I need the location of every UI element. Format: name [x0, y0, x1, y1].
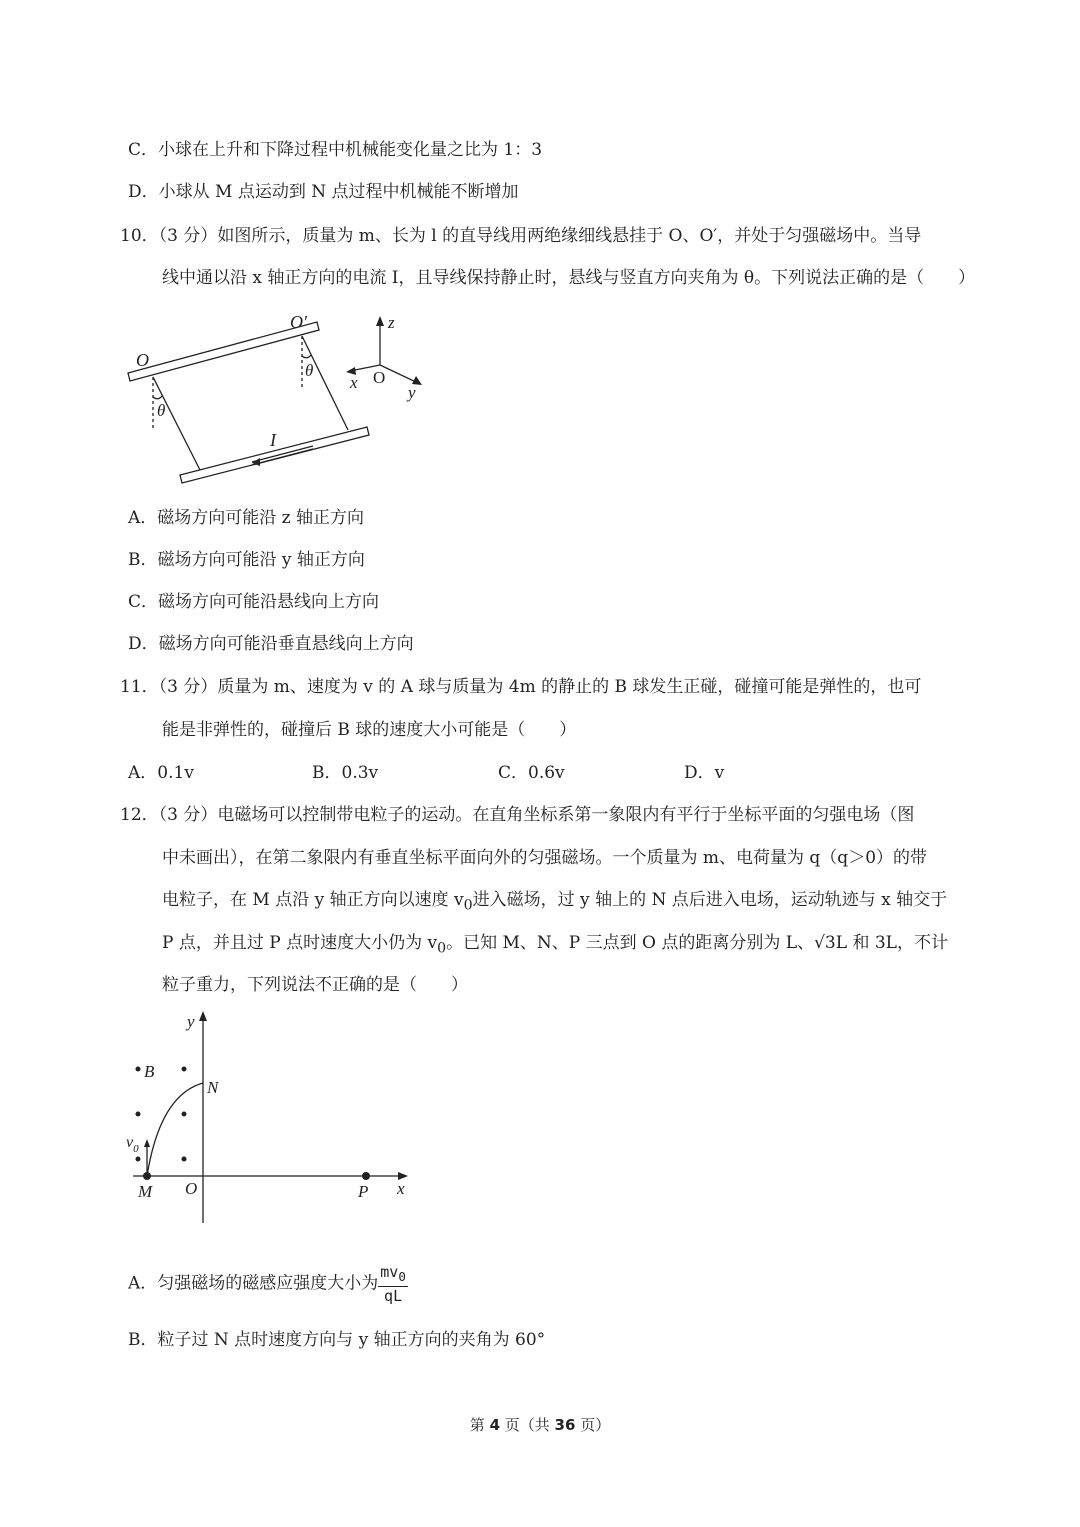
q10-figure-wire-diagram: [120, 300, 440, 490]
option-text: 磁场方向可能沿垂直悬线向上方向: [158, 634, 414, 654]
left-thread: [153, 377, 200, 470]
q11-option-a: [128, 761, 194, 785]
q10-option-d: [128, 632, 414, 656]
option-label: B．: [312, 763, 342, 783]
q11-stem-line2: 能是非弹性的，碰撞后 B 球的速度大小可能是（ ）: [162, 720, 577, 740]
q12-stem-line4: [162, 931, 948, 960]
text: 。已知 M、N、P 三点到 O 点的距离分别为 L、: [446, 933, 815, 953]
fraction-mv0-over-qL: [378, 1263, 408, 1305]
label-x: x: [397, 1179, 405, 1198]
q11-option-b: [312, 761, 378, 785]
option-text: 磁场方向可能沿悬线向上方向: [158, 592, 380, 612]
option-label: D．: [684, 763, 715, 783]
label-x: x: [350, 373, 358, 392]
option-label: D．: [128, 182, 159, 202]
q12-stem-line1: [120, 803, 914, 827]
q9-option-d: [128, 180, 519, 204]
label-origin: O: [373, 368, 386, 387]
option-text: 0.6v: [528, 763, 565, 783]
q11-stem-line1: [120, 675, 921, 699]
label-p: P: [358, 1182, 369, 1201]
option-text: v: [714, 763, 725, 783]
denominator: qL: [384, 1287, 403, 1305]
page-footer: [0, 1414, 1080, 1435]
text: 电粒子，在 M 点沿 y 轴正方向以速度 v: [162, 890, 464, 910]
point-p: [362, 1172, 370, 1180]
footer-text: 第: [469, 1416, 490, 1434]
label-z: z: [388, 313, 395, 332]
q12-figure-coordinate-diagram: [110, 1005, 430, 1235]
page-number: 4: [489, 1416, 500, 1434]
option-text: 0.3v: [341, 763, 379, 783]
option-text: 粒子过 N 点时速度方向与 y 轴正方向的夹角为 60°: [157, 1330, 546, 1350]
question-number: 11．: [120, 677, 159, 697]
sqrt-three: √3: [814, 933, 836, 953]
option-text: 小球在上升和下降过程中机械能变化量之比为 1：3: [158, 140, 543, 160]
q12-stem-line5: 粒子重力，下列说法不正确的是（ ）: [162, 975, 468, 995]
subscript: 0: [463, 897, 473, 914]
question-text: （3 分）如图所示，质量为 m、长为 l 的直导线用两绝缘细线悬挂于 O、O′，并处于匀强磁场中。当导: [158, 226, 922, 246]
subscript: 0: [437, 940, 447, 957]
option-text: 小球从 M 点运动到 N 点过程中机械能不断增加: [158, 182, 519, 202]
option-label: D．: [128, 634, 159, 654]
label-y: y: [408, 383, 416, 402]
option-label: C．: [128, 592, 159, 612]
option-label: A．: [128, 1273, 158, 1294]
label-o: O: [185, 1179, 198, 1198]
option-label: C．: [498, 763, 529, 783]
label-v0: $v_0$: [126, 1134, 139, 1155]
option-text: 磁场方向可能沿 z 轴正方向: [157, 508, 365, 528]
q12-stem-line3: [162, 888, 947, 917]
footer-text: 页（共: [500, 1416, 555, 1434]
q10-option-b: [128, 548, 365, 572]
text: 进入磁场，过 y 轴上的 N 点后进入电场，运动轨迹与 x 轴交于: [472, 890, 948, 910]
q12-option-a: [128, 1263, 408, 1305]
footer-text: 页）: [575, 1416, 611, 1434]
trajectory-arc: [147, 1083, 203, 1176]
point-m: [143, 1172, 151, 1180]
option-text: 0.1v: [157, 763, 194, 783]
q10-stem-line1: [120, 224, 921, 248]
label-n: N: [207, 1078, 219, 1097]
label-theta-right: θ: [305, 361, 314, 380]
question-number: 10．: [120, 226, 159, 246]
option-label: A．: [128, 763, 158, 783]
label-b: B: [144, 1062, 155, 1081]
option-label: B．: [128, 1330, 158, 1350]
q9-option-c: [128, 138, 542, 162]
q10-stem-line2: 线中通以沿 x 轴正方向的电流 I，且导线保持静止时，悬线与竖直方向夹角为 θ。下列说法正确的是（ ）: [162, 268, 976, 288]
label-theta-left: θ: [157, 401, 166, 420]
option-label: B．: [128, 550, 158, 570]
right-thread: [302, 336, 348, 430]
label-y: y: [187, 1012, 195, 1031]
question-number: 12．: [120, 805, 159, 825]
question-text: （3 分）电磁场可以控制带电粒子的运动。在直角坐标系第一象限内有平行于坐标平面的匀强电场（图: [158, 805, 915, 825]
question-text: （3 分）质量为 m、速度为 v 的 A 球与质量为 4m 的静止的 B 球发生正碰，碰撞可能是弹性的，也可: [158, 677, 922, 697]
q12-stem-line2: 中未画出），在第二象限内有垂直坐标平面向外的匀强磁场。一个质量为 m、电荷量为 q（q＞0）的带: [162, 848, 928, 868]
q12-option-b: [128, 1328, 545, 1352]
q11-option-c: [498, 761, 565, 785]
option-text: 磁场方向可能沿 y 轴正方向: [157, 550, 365, 570]
q10-option-a: [128, 506, 364, 530]
q10-option-c: [128, 590, 379, 614]
text: P 点，并且过 P 点时速度大小仍为 v: [162, 933, 438, 953]
option-label: A．: [128, 508, 158, 528]
label-o-prime: O′: [290, 312, 307, 332]
label-current: I: [270, 430, 276, 450]
numerator: mv: [380, 1263, 399, 1281]
label-m: M: [138, 1182, 153, 1201]
subscript: 0: [398, 1269, 406, 1284]
total-pages: 36: [554, 1416, 576, 1434]
y-axis: [380, 365, 418, 383]
label-o: O: [136, 350, 149, 370]
option-text: 匀强磁场的磁感应强度大小为: [157, 1273, 379, 1294]
text: L 和 3L，不计: [835, 933, 948, 953]
q11-option-d: [684, 761, 724, 785]
option-label: C．: [128, 140, 159, 160]
